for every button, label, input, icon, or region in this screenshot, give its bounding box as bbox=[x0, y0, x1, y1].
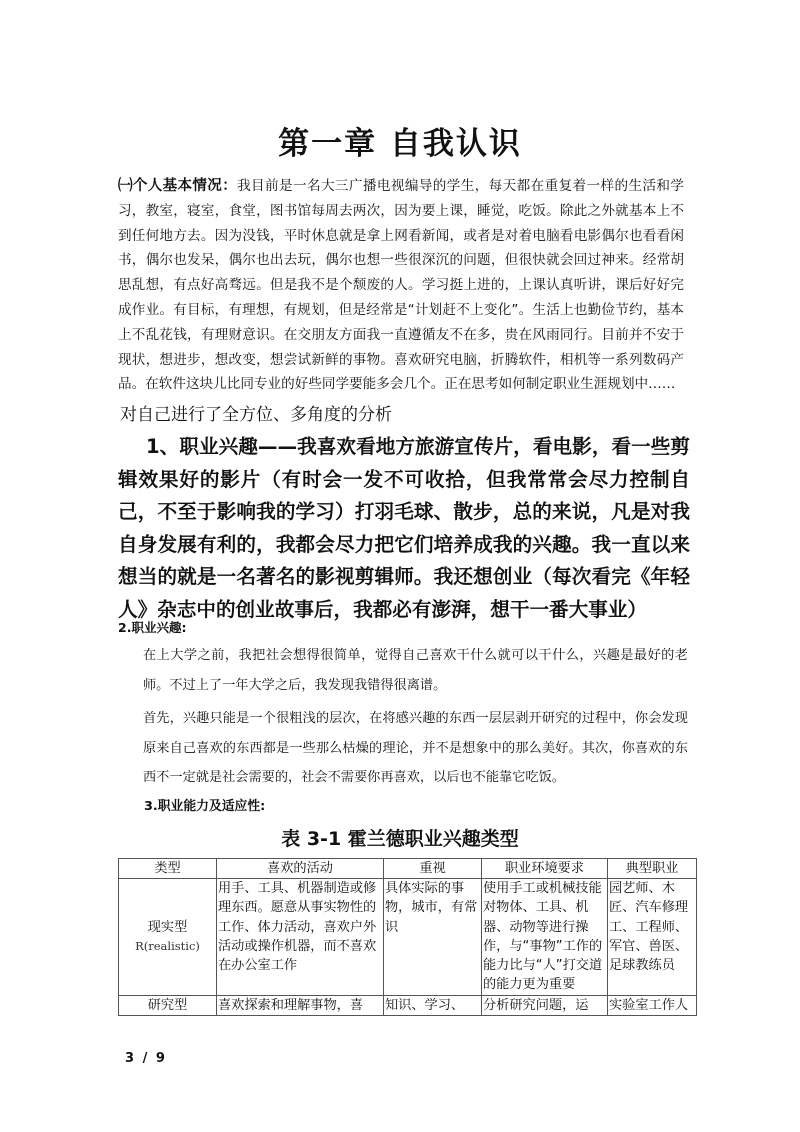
cell-jobs: 园艺师、木匠、汽车修理工、工程师、军官、兽医、足球教练员 bbox=[608, 879, 697, 996]
header-activities: 喜欢的活动 bbox=[217, 859, 384, 879]
cell-values: 知识、学习、 bbox=[384, 995, 482, 1015]
cell-activities: 喜欢探索和理解事物，喜 bbox=[217, 995, 384, 1015]
analysis-subtitle: 对自己进行了全方位、多角度的分析 bbox=[120, 405, 392, 425]
section-2-paragraph-2: 首先，兴趣只能是一个很粗浅的层次，在将感兴趣的东西一层层剥开研究的过程中，你会发现原来自己喜欢的东西都是一些那么枯燥的理论，并不是想象中的那么美好。其次，你喜欢的东西不一定就是社会需要的，社会不需要你再喜欢，以后也不能靠它吃饭。 bbox=[143, 711, 688, 785]
cell-values: 具体实际的事物，城市，有常识 bbox=[384, 879, 482, 996]
page-number: 3 / 9 bbox=[125, 1051, 167, 1066]
type-en: R(realistic) bbox=[135, 938, 200, 953]
cell-environment: 分析研究问题，运 bbox=[482, 995, 608, 1015]
table-header-row bbox=[119, 859, 697, 879]
header-type: 类型 bbox=[119, 859, 217, 879]
intro-text: 我目前是一名大三广播电视编导的学生，每天都在重复着一样的生活和学习，教室，寝室，食堂，图书馆每周去两次，因为要上课，睡觉，吃饭。除此之外就基本上不到任何地方去。因为没钱，平时休息就是拿上网看新闻，或者是对着电脑看电影偶尔也看看闲书，偶尔也发呆，偶尔也出去玩，偶尔也想一些很深沉的问题，但很快就会回过神来。经常胡思乱想，有点好高骛远。但是我不是个颓废的人。学习挺上进的，上课认真听讲，课后好好完成作业。有目标，有理想，有规划，但是经常是“计划赶不上变化”。生活上也勤俭节约，基本上不乱花钱，有理财意识。在交朋友方面我一直遵循友不在多，贵在风雨同行。目前并不安于现状，想进步，想改变，想尝试新鲜的事物。喜欢研究电脑，折腾软件，相机等一系列数码产品。在软件这块儿比同专业的好些同学要能多会几个。正在思考如何制定职业生涯规划中…… bbox=[118, 178, 684, 393]
table-row bbox=[119, 879, 697, 996]
type-cn: 现实型 bbox=[147, 919, 188, 935]
holland-interest-table bbox=[118, 858, 697, 1016]
table-title: 表 3-1 霍兰德职业兴趣类型 bbox=[281, 828, 519, 850]
cell-activities: 用手、工具、机器制造或修理东西。愿意从事实物性的工作、体力活动，喜欢户外活动或操作机器，而不喜欢在办公室工作 bbox=[217, 879, 384, 996]
table-row bbox=[119, 995, 697, 1015]
header-jobs: 典型职业 bbox=[608, 859, 697, 879]
cell-jobs: 实验室工作人 bbox=[608, 995, 697, 1015]
intro-paragraph bbox=[118, 174, 684, 397]
cell-type bbox=[119, 995, 217, 1015]
cell-environment: 使用手工或机械技能对物体、工具、机器、动物等进行操作，与“事物”工作的能力比与“人”打交道的能力更为重要 bbox=[482, 879, 608, 996]
type-cn: 研究型 bbox=[147, 997, 188, 1013]
intro-label: ㈠个人基本情况： bbox=[118, 178, 238, 194]
section-3-heading: 3.职业能力及适应性: bbox=[144, 799, 266, 814]
cell-type bbox=[119, 879, 217, 996]
section-2-paragraph-1: 在上大学之前，我把社会想得很简单，觉得自己喜欢干什么就可以干什么，兴趣是最好的老师。不过上了一年大学之后，我发现我错得很离谱。 bbox=[143, 648, 688, 693]
header-environment: 职业环境要求 bbox=[482, 859, 608, 879]
career-interest-paragraph: 1、职业兴趣——我喜欢看地方旅游宣传片，看电影，看一些剪辑效果好的影片（有时会一发不可收拾，但我常常会尽力控制自己，不至于影响我的学习）打羽毛球、散步，总的来说，凡是对我自身发展有利的，我都会尽力把它们培养成我的兴趣。我一直以来想当的就是一名著名的影视剪辑师。我还想创业（每次看完《年轻人》杂志中的创业故事后，我都必有澎湃，想干一番大事业） bbox=[118, 435, 690, 621]
section-2-heading: 2.职业兴趣: bbox=[118, 620, 187, 635]
header-values: 重视 bbox=[384, 859, 482, 879]
chapter-title: 第一章 自我认识 bbox=[278, 126, 522, 162]
